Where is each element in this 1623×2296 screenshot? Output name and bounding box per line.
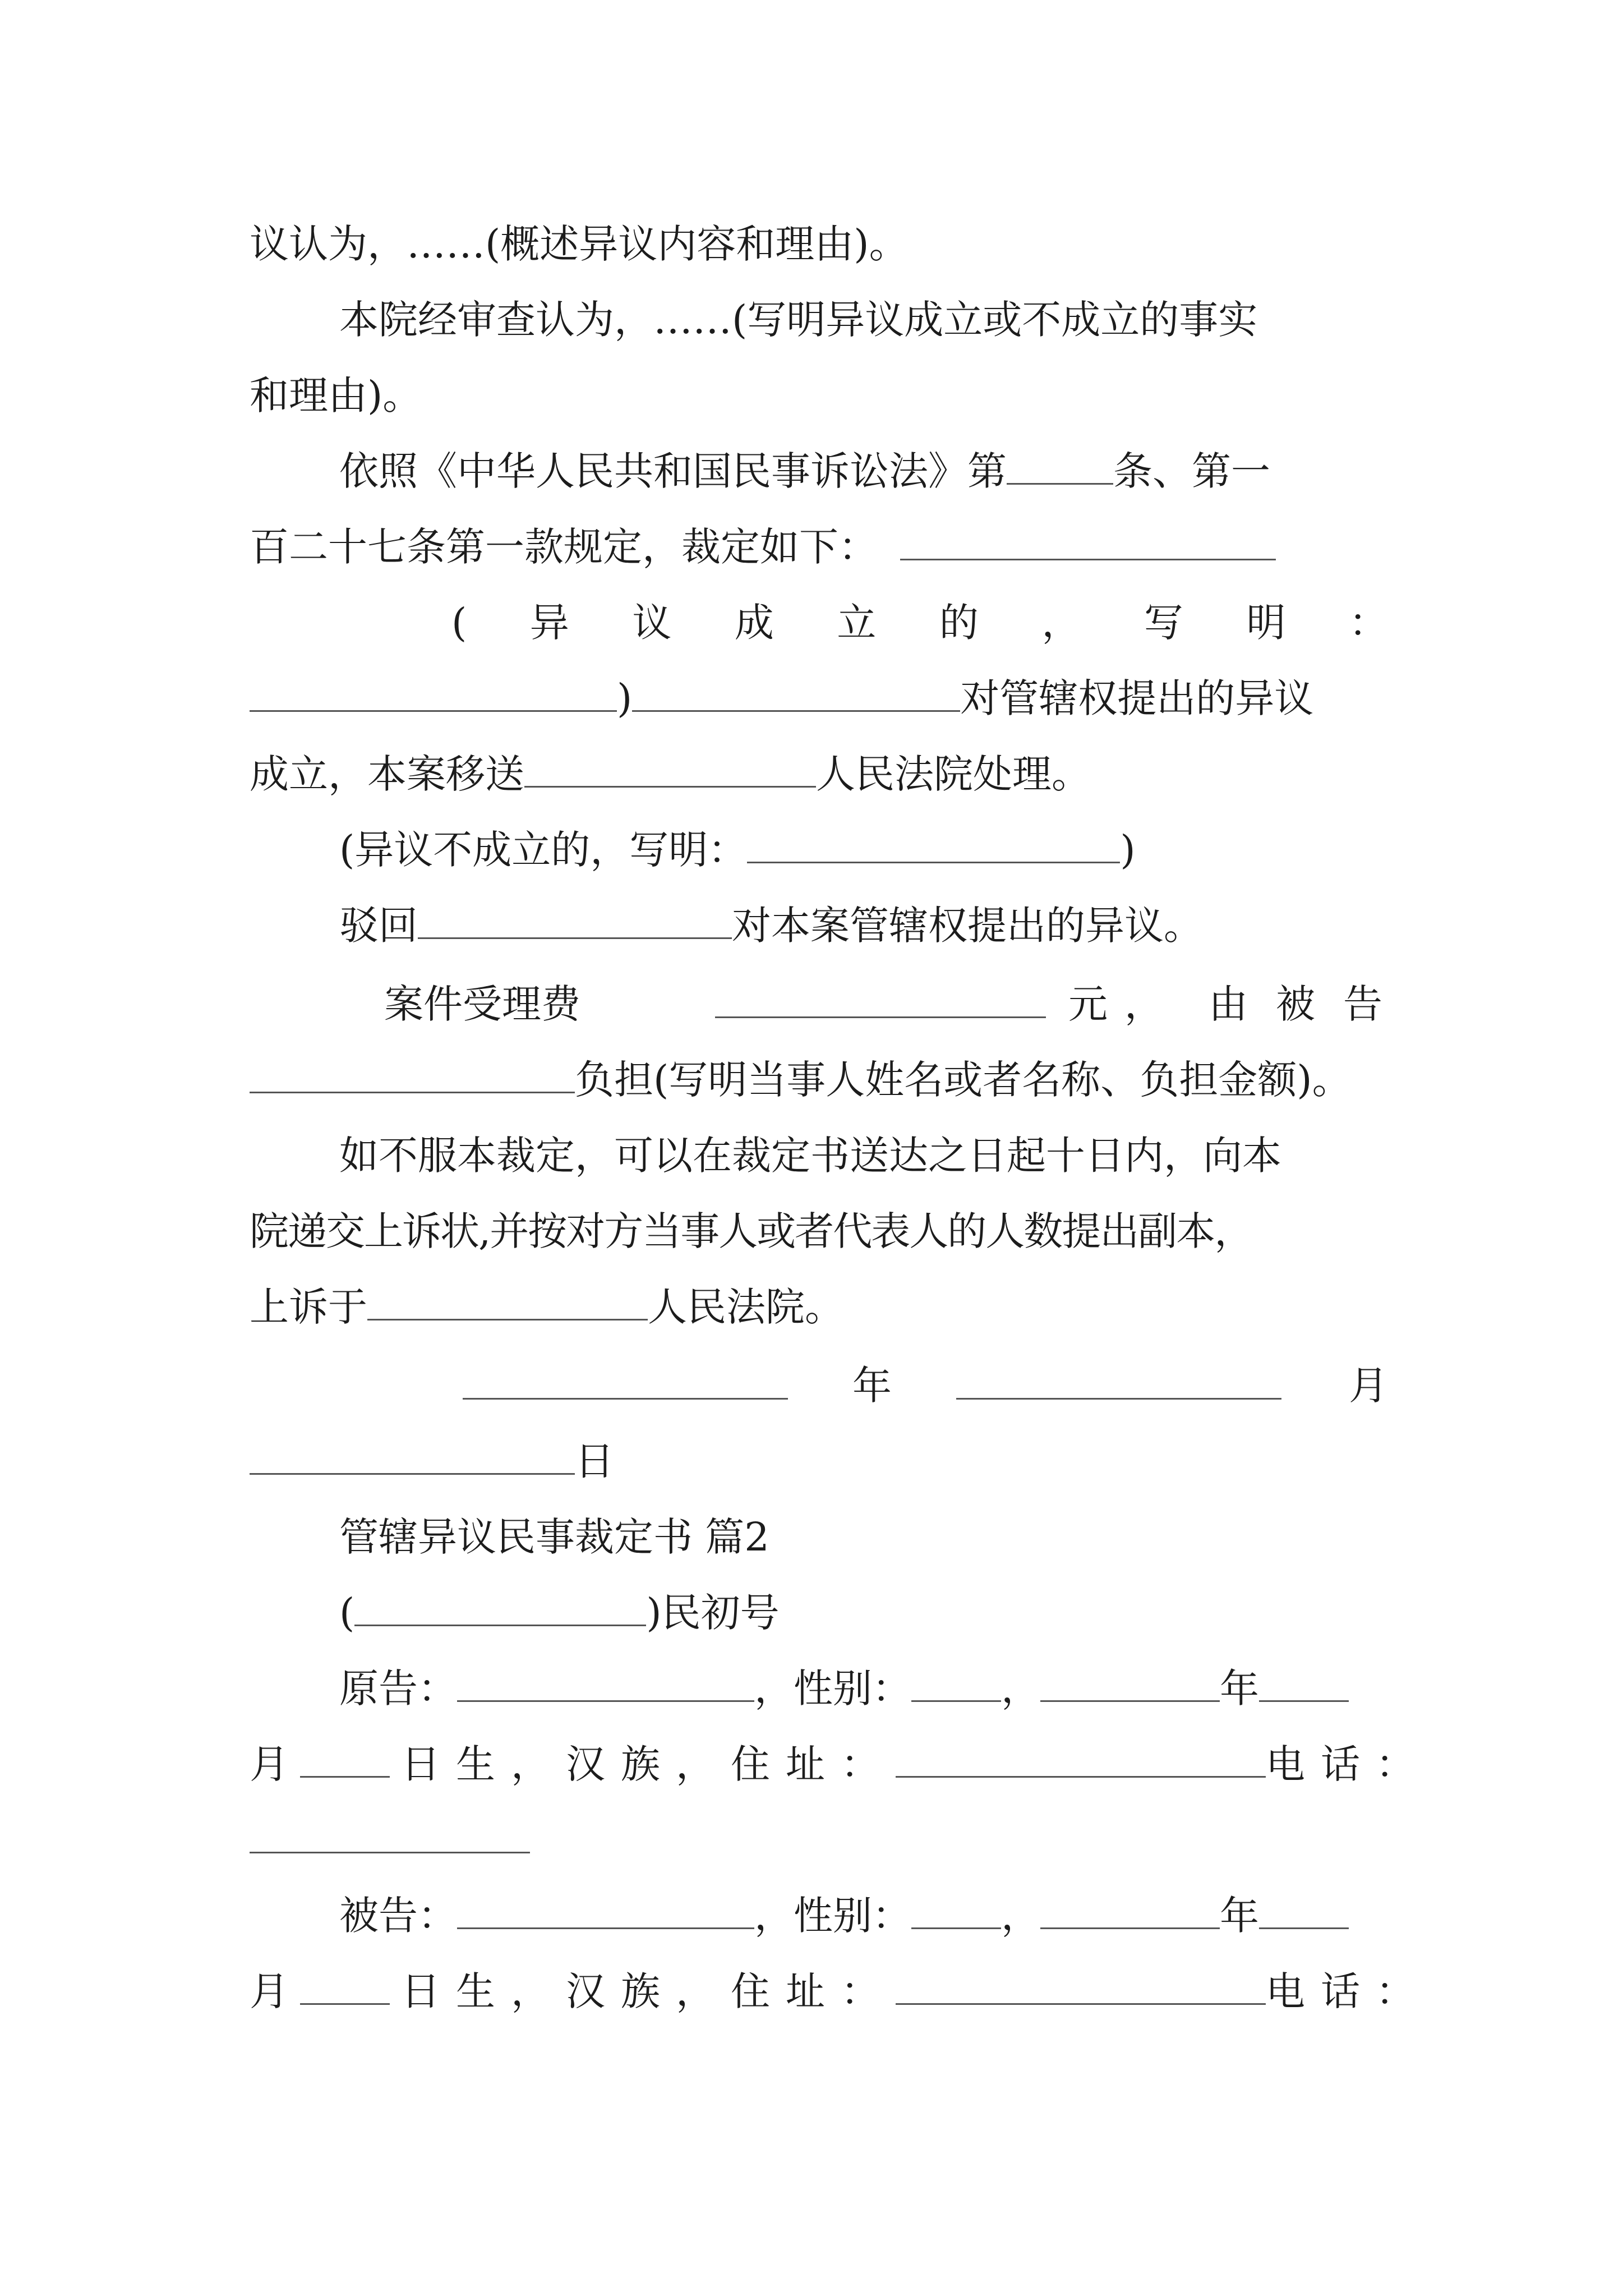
- blank-defendant-month: [1259, 1893, 1349, 1929]
- char: ，: [1041, 600, 1081, 646]
- text: 年: [852, 1363, 892, 1409]
- section-heading: [250, 1509, 1388, 1565]
- para-fee-line2: [250, 1052, 1388, 1108]
- blank-upheld-detail: [250, 675, 617, 712]
- text: 条、第一: [1113, 448, 1270, 494]
- text: 议认为，……(概述异议内容和理由)。: [250, 221, 909, 267]
- text: ，: [1001, 1665, 1040, 1711]
- text: 日生，汉族，住址：: [401, 1741, 896, 1787]
- text: 上诉于: [250, 1284, 367, 1330]
- text: 月: [250, 1968, 289, 2014]
- text: ): [1120, 827, 1136, 873]
- blank-plaintiff-month: [1259, 1665, 1349, 1702]
- text: 由被告: [1209, 981, 1410, 1027]
- text: 电话：: [1266, 1968, 1431, 2014]
- text: 日生，汉族，住址：: [401, 1968, 896, 2014]
- blank-ruling: [900, 524, 1276, 560]
- blank-defendant-address: [896, 1968, 1266, 2005]
- text: ，性别：: [754, 1665, 911, 1711]
- blank-defendant-year: [1040, 1893, 1220, 1929]
- text: 元，: [1068, 981, 1181, 1027]
- char: 异: [529, 600, 569, 646]
- char: 的: [939, 600, 979, 646]
- text: (异议不成立的，写明：: [339, 827, 748, 873]
- date-line2: [250, 1433, 1388, 1489]
- plaintiff-line2: [250, 1736, 1431, 1792]
- char: 案: [384, 981, 423, 1027]
- char: 明: [1246, 600, 1286, 646]
- text: 人民法院处理。: [816, 751, 1091, 797]
- para-upheld-line1: [250, 595, 1388, 651]
- para-review-line2: [250, 367, 1388, 424]
- defendant-line2: [250, 1963, 1431, 2019]
- blank-year: [463, 1363, 788, 1400]
- blank-defendant-name: [457, 1893, 754, 1929]
- text: 驳回: [339, 903, 418, 949]
- text: )民初号: [646, 1590, 780, 1636]
- char: 件: [423, 981, 463, 1027]
- blank-appeal-court: [367, 1284, 648, 1320]
- blank-transfer-court: [524, 751, 816, 788]
- text: 月: [250, 1741, 289, 1787]
- plaintiff-line1: [250, 1660, 1388, 1717]
- text: 原告：: [339, 1665, 457, 1711]
- text: ，: [1001, 1893, 1040, 1939]
- blank-plaintiff-year: [1040, 1665, 1220, 1702]
- para-appeal-line1: [250, 1128, 1388, 1184]
- char: 理: [502, 981, 541, 1027]
- text: 院递交上诉状,并按对方当事人或者代表人的人数提出副本，: [250, 1208, 1253, 1254]
- text: 负担(写明当事人姓名或者名称、负担金额)。: [575, 1057, 1352, 1103]
- para-dismiss: [250, 898, 1388, 954]
- text: 电话：: [1266, 1741, 1431, 1787]
- para-objection-summary: [250, 216, 1388, 272]
- plaintiff-line3: [250, 1812, 1388, 1868]
- defendant-line1: [250, 1888, 1388, 1944]
- text: 和理由)。: [250, 372, 422, 418]
- blank-plaintiff-day: [300, 1741, 390, 1778]
- fee-label: [384, 976, 580, 1032]
- text: 管辖异议民事裁定书 篇2: [339, 1514, 769, 1560]
- blank-objector: [632, 675, 960, 712]
- char: 写: [1144, 600, 1183, 646]
- blank-plaintiff-address: [896, 1741, 1266, 1778]
- blank-rejected-detail: [747, 827, 1120, 863]
- blank-plaintiff-phone: [250, 1817, 530, 1853]
- blank-fee-payer: [250, 1057, 575, 1093]
- text: 日: [575, 1438, 614, 1484]
- char: 受: [463, 981, 502, 1027]
- blank-plaintiff-gender: [911, 1665, 1001, 1702]
- text: 成立，本案移送: [250, 751, 524, 797]
- para-appeal-line2: [250, 1203, 1388, 1259]
- blank-dismiss-party: [418, 903, 732, 939]
- text: 如不服本裁定，可以在裁定书送达之日起十日内，向本: [339, 1133, 1281, 1179]
- para-appeal-line3: [250, 1279, 1388, 1335]
- text: 本院经审查认为，……(写明异议成立或不成立的事实: [339, 297, 1258, 343]
- para-fee-line1: [250, 976, 1410, 1032]
- blank-defendant-gender: [911, 1893, 1001, 1929]
- case-number: [250, 1585, 1388, 1641]
- text: 百二十七条第一款规定，裁定如下：: [250, 524, 878, 570]
- blank-month: [956, 1363, 1281, 1400]
- char: (: [451, 600, 467, 646]
- char: 成: [734, 600, 774, 646]
- text: 被告：: [339, 1893, 457, 1939]
- char: 立: [837, 600, 877, 646]
- text: 对本案管辖权提出的异议。: [732, 903, 1203, 949]
- text: 年: [1220, 1665, 1259, 1711]
- date-line1: [250, 1358, 1388, 1414]
- char: ：: [1348, 600, 1388, 646]
- text: 依照《中华人民共和国民事诉讼法》第: [339, 448, 1007, 494]
- text: ，性别：: [754, 1893, 911, 1939]
- para-upheld-line3: [250, 746, 1388, 802]
- blank-article-number: [1007, 448, 1113, 485]
- blank-day: [250, 1438, 575, 1475]
- para-legal-basis-line1: [250, 443, 1388, 499]
- para-rejected-note: [250, 822, 1388, 878]
- text: ): [617, 675, 633, 721]
- para-review-line1: [250, 292, 1388, 348]
- text: (: [339, 1590, 355, 1636]
- text: 年: [1220, 1893, 1259, 1939]
- text: 人民法院。: [648, 1284, 844, 1330]
- text: 对管辖权提出的异议: [960, 675, 1314, 721]
- para-upheld-line2: [250, 670, 1388, 726]
- blank-plaintiff-name: [457, 1665, 754, 1702]
- blank-case-number: [354, 1590, 646, 1626]
- text: 月: [1349, 1363, 1388, 1409]
- char: 议: [632, 600, 672, 646]
- char: 费: [541, 981, 580, 1027]
- para-legal-basis-line2: [250, 519, 1388, 575]
- blank-defendant-day: [300, 1968, 390, 2005]
- blank-fee-amount: [715, 982, 1046, 1018]
